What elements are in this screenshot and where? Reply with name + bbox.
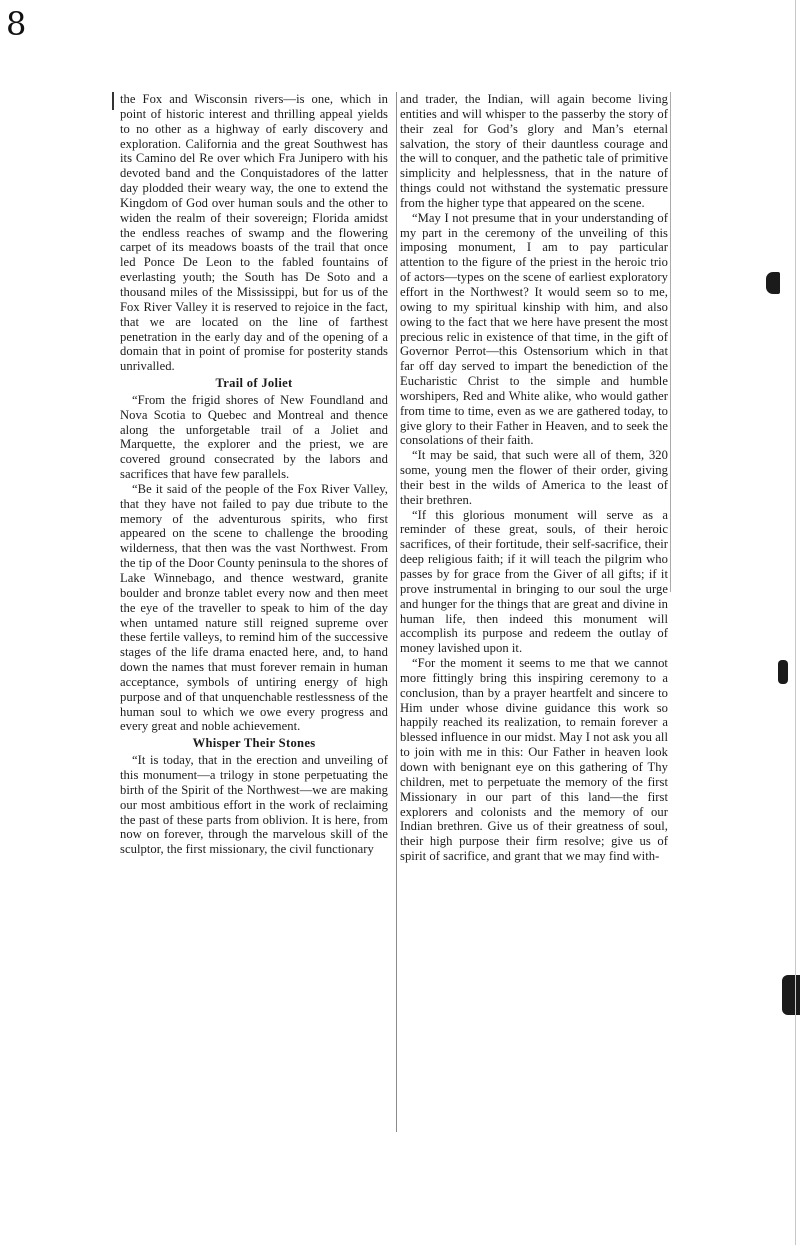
paragraph: “For the moment it seems to me that we cannot more fittingly bring this inspiring ceremony to a conclusion, than by a prayer heartfelt and sincere to Him under whose divine guidance this work so happily reached its realization, to remain forever a blessed influence in our midst. May I not ask you all to join with me in this: Our Father in heaven look down with benignant eye on this gathering of Thy children, met to perpetuate the memory of the first Missionary in our part of this land—the first explorers and colonists and the memory of our Indian brethren. Give us of their greatness of soul, their high purpose their firm resolve; give us of spirit of sacrifice, and grant that we may find with- [400, 656, 668, 864]
paragraph: the Fox and Wisconsin rivers—is one, which in point of historic interest and thrilling appeal yields to no other as a highway of early discovery and exploration. California and the great Southwest has its Camino del Re over which Fra Junipero with his devoted band and the Conquistadores of the latter day plodded their weary way, the one to extend the Kingdom of God over human souls and the other to widen the realm of their sovereign; Florida amidst the endless reaches of swamp and the flowering carpet of its meadows boasts of the trail that once led Ponce De Leon to the fabled fountains of everlasting youth; the South has De Soto and a thousand miles of the Mississippi, but for us of the Fox River Valley it is reserved to rejoice in the fact, that we are located on the line of farthest penetration in the early day and of the opening of a domain that in point of promise for posterity stands unrivalled. [120, 92, 388, 374]
right-column [400, 92, 668, 864]
binding-mark [782, 975, 800, 1015]
paragraph: “It is today, that in the erection and unveiling of this monument—a trilogy in stone perpetuating the birth of the Spirit of the Northwest—we are making our most ambitious effort in the work of reclaiming the past of these parts from oblivion. It is here, from now on forever, through the marvelous skill of the sculptor, the first missionary, the civil functionary [120, 753, 388, 857]
subheading-trail-of-joliet: Trail of Joliet [215, 376, 293, 391]
paragraph: “May I not presume that in your understanding of my part in the ceremony of the unveiling of this imposing monument, I am to pay particular attention to the figure of the priest in the heroic trio of actors—types on the scene of earliest exploratory effort in the Northwest? It would seem so to me, owing to my spiritual kinship with him, and also owing to the fact that we here have present the most precious relic in existence of that time, in the gift of Governor Perrot—this Ostensorium which in that far off day served to impart the benediction of the Eucharistic Christ to the simple and humble worshipers, Red and White alike, who would gather from time to time, even as we are gathered today, to give glory to their Father in Heaven, and to seek the consolations of their faith. [400, 210, 668, 448]
page-edge-line [795, 0, 796, 1245]
paragraph: “Be it said of the people of the Fox River Valley, that they have not failed to pay due tribute to the memory of the adventurous spirits, who first appeared on the scene to challenge the brooding wilderness, that then was the vast Northwest. From the tip of the Door County peninsula to the shores of Lake Winnebago, and thence westward, granite boulder and bronze tablet every now and then meet the eye of the traveller to speak to him of the day when untamed nature still reigned supreme over these fertile valleys, to remind him of the successive stages of the life drama enacted here, and, to hand down the names that must forever remain in human acceptance, symbols of untiring energy of high purpose and of that unquenchable restlessness of the human soul to which we owe every progress and every great and noble achievement. [120, 481, 388, 734]
article-body [112, 92, 672, 1128]
subheading-whisper-their-stones: Whisper Their Stones [192, 736, 316, 751]
page-number: 8 [6, 5, 27, 43]
paragraph: “If this glorious monument will serve as a reminder of these great, souls, of their heroic sacrifices, of their fortitude, their self-sacrifice, their deep religious faith; if it will teach the pilgrim who passes by for grace from the Giver of all gifts; if it prove instrumental in bringing to our soul the urge and hunger for the things that are great and divine in human life, then indeed this monument will accomplish its purpose and redeem the outlay of money lavished upon it. [400, 507, 668, 656]
paragraph: and trader, the Indian, will again become living entities and will whisper to the passerby the story of their zeal for God’s glory and Man’s eternal salvation, the story of their dauntless courage and the will to conquer, and the pathetic tale of primitive simplicity and helplessness, that in the nature of things could not withstand the systematic pressure from the higher type that appeared on the scene. [400, 92, 668, 210]
binding-mark [766, 272, 780, 294]
binding-mark [778, 660, 788, 684]
left-column [120, 92, 388, 857]
paragraph: “From the frigid shores of New Foundland and Nova Scotia to Quebec and Montreal and thence along the unforgetable trail of a Joliet and Marquette, the explorer and the priest, we are covered ground consecrated by the labors and sacrifices that have few parallels. [120, 392, 388, 482]
paragraph: “It may be said, that such were all of them, 320 some, young men the flower of their order, giving their best in the wilds of America to the least of their brethren. [400, 448, 668, 507]
